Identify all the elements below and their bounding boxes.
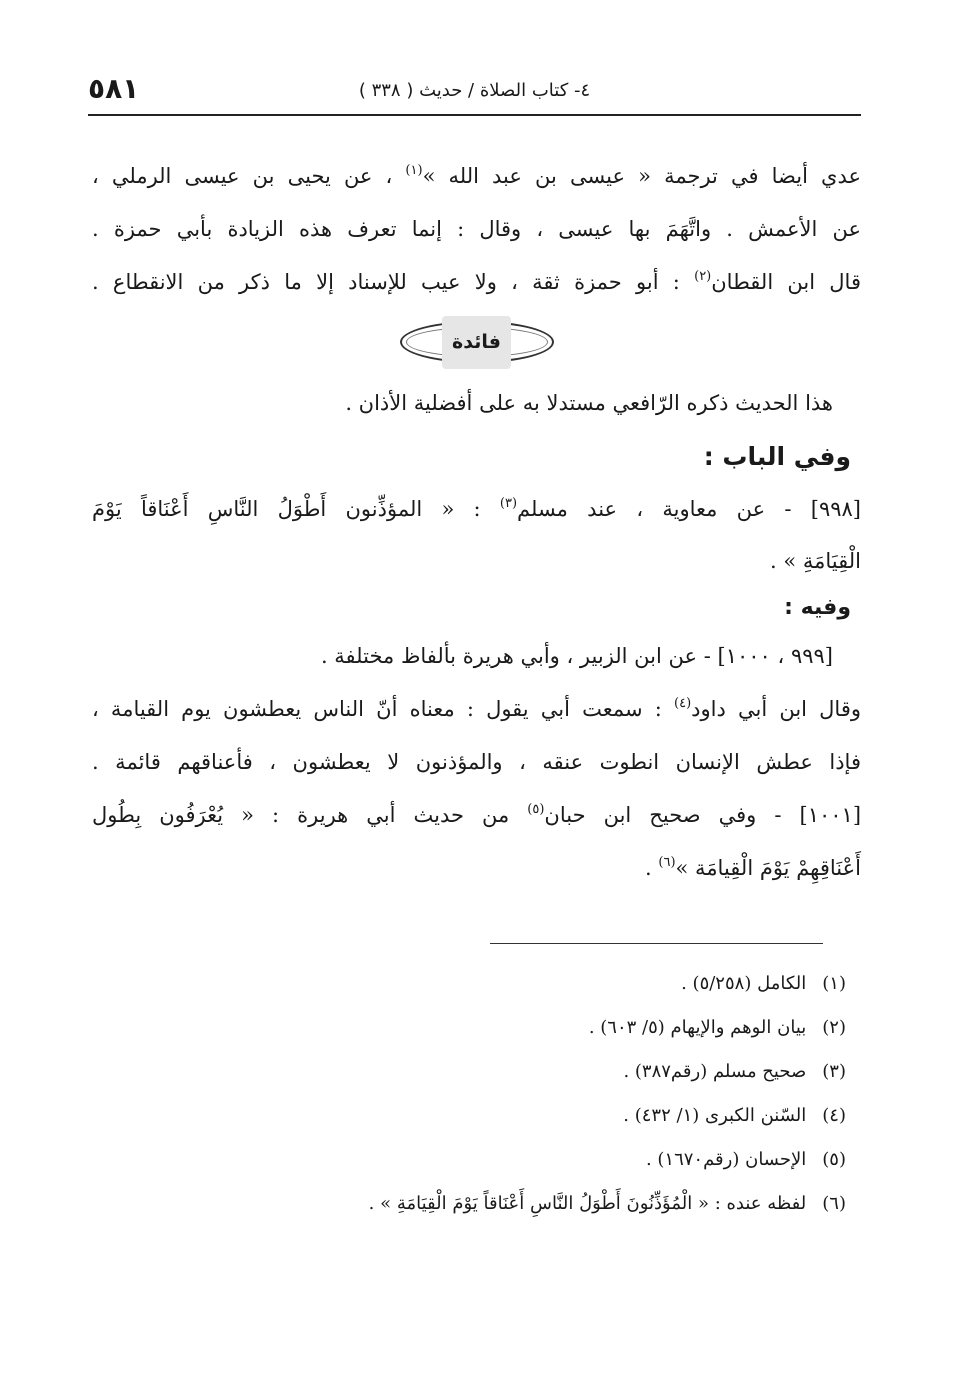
footnote-item: (٥) الإحسان (رقم١٦٧٠) .: [645, 1149, 846, 1170]
text-line: قال ابن القطان$^{(٢)}$ : أبو حمزة ثقة ، ولا عيب للإسناد إلا ما ذكر من الانقطاع .: [92, 269, 861, 294]
footnote-ref: (١): [405, 163, 423, 178]
faida-label: فائدة: [442, 316, 511, 369]
section-heading-fihi: وفيه :: [784, 595, 851, 620]
section-heading-bab: وفي الباب :: [703, 442, 851, 471]
footnote-ref: (٦): [658, 855, 676, 870]
footnote-item: (٣) صحيح مسلم (رقم٣٨٧) .: [623, 1061, 846, 1082]
footnote-ref: (٢): [694, 269, 712, 284]
text-line: فإذا عطش الإنسان انطوت عنقه ، والمؤذنون لا يعطشون ، فأعناقهم قائمة .: [92, 750, 861, 774]
hadith-998-cont: الْقِيَامَةِ » .: [770, 549, 861, 573]
faida-ornament: [92, 309, 861, 377]
hadith-998: [٩٩٨] - عن معاوية ، عند مسلم$^{(٣)}$ : « المؤذِّنون أَطْوَلُ النَّاسِ أَعْنَاقاً يَوْمَ: [92, 496, 861, 521]
faida-text: هذا الحديث ذكره الرّافعي مستدلا به على أفضلية الأذان .: [345, 391, 833, 415]
footnote-item: (٤) السّنن الكبرى (١/ ٤٣٢) .: [623, 1105, 846, 1126]
text-line: وقال ابن أبي داود$^{(٤)}$ : سمعت أبي يقول : معناه أنّ الناس يعطشون يوم القيامة ،: [92, 696, 862, 721]
faida-badge: [400, 321, 554, 363]
footnote-ref: (٣): [499, 496, 518, 511]
footnote-ref: (٥): [527, 802, 545, 817]
page-number: ٥٨١: [88, 72, 140, 105]
hadith-999: [٩٩٩ ، ١٠٠٠] - عن ابن الزبير ، وأبي هريرة بألفاظ مختلفة .: [320, 644, 833, 668]
hadith-1001-cont: أَعْنَاقِهِمْ يَوْمَ الْقِيامَة »$^{(٦)}$ .: [645, 855, 861, 880]
main-text: [92, 150, 861, 895]
footnote-item: (٢) بيان الوهم والإيهام (٥/ ٦٠٣) .: [588, 1017, 846, 1038]
footnote-item: (٦) لفظه عنده : « الْمُؤَذِّنُونَ أَطْوَلُ النَّاسِ أَعْنَاقاً يَوْمَ الْقِيَامَةِ » .: [368, 1193, 846, 1214]
footnote-separator: [490, 943, 823, 944]
page-header: [88, 70, 861, 116]
text-line: عدي أيضا في ترجمة « عيسى بن عبد الله »$^{(١)}$ ، عن يحيى بن عيسى الرملي ،: [92, 163, 861, 188]
running-head: ٤- كتاب الصلاة / حديث ( ٣٣٨ ): [358, 80, 591, 101]
text-line: عن الأعمش . واتَّهَمَ بها عيسى ، وقال : إنما تعرف هذه الزيادة بأبي حمزة .: [92, 217, 861, 241]
hadith-1001: [١٠٠١] - وفي صحيح ابن حبان$^{(٥)}$ من حديث أبي هريرة : « يُعْرَفُون بِطُول: [92, 802, 862, 827]
footnote-item: (١) الكامل (٥/٢٥٨) .: [681, 973, 846, 994]
footnotes: [200, 962, 846, 1226]
footnote-ref: (٤): [674, 696, 692, 711]
